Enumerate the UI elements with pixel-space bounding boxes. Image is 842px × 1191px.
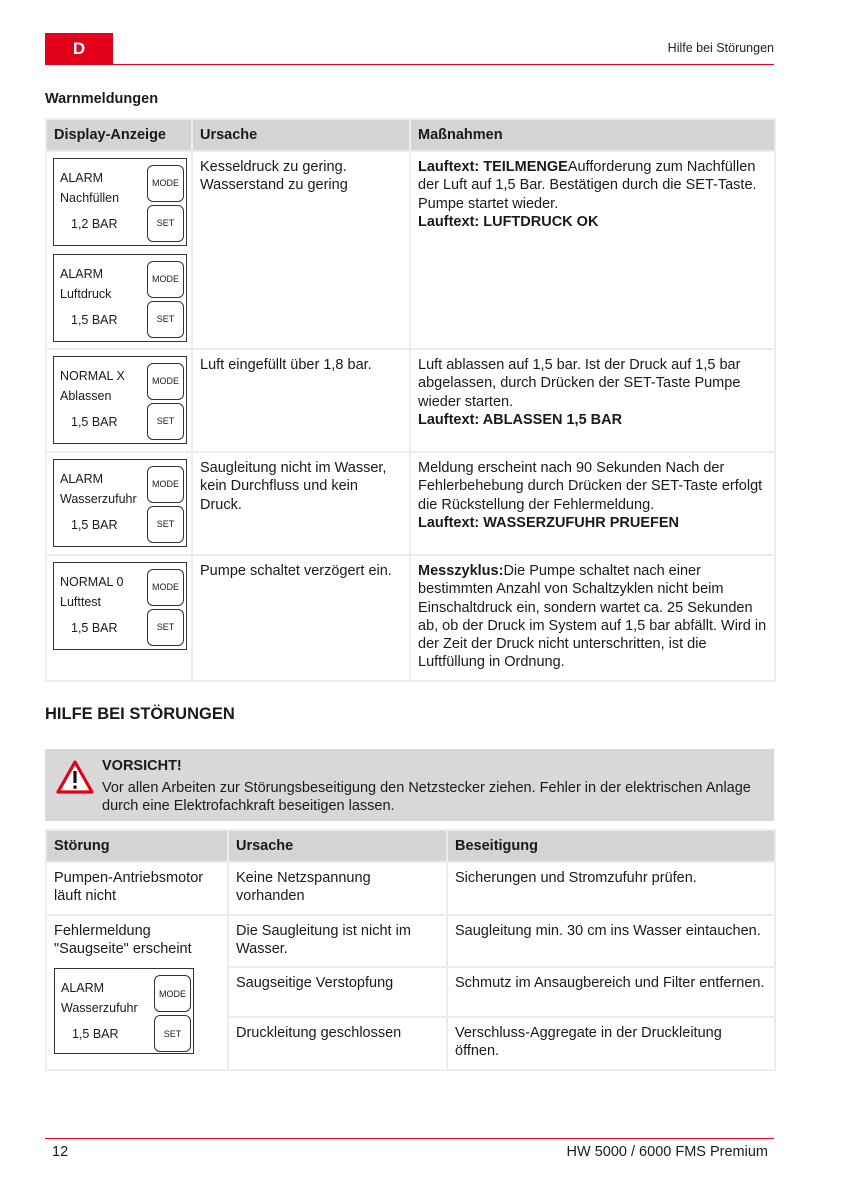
action-bold2: Lauftext: ABLASSEN 1,5 BAR (418, 411, 623, 428)
table-row (46, 862, 775, 915)
table-row (46, 555, 775, 681)
display-value: 1,5 BAR (71, 518, 118, 532)
display-value: 1,5 BAR (71, 621, 118, 635)
display-line2: Wasserzufuhr (60, 492, 137, 506)
language-badge: D (45, 33, 113, 64)
action-bold2: Lauftext: LUFTDRUCK OK (418, 213, 599, 230)
col-cause: Ursache (192, 119, 410, 151)
display-line1: ALARM (60, 472, 104, 486)
troubleshooting-table (45, 829, 776, 1071)
fix-cell: Schmutz im Ansaugbereich und Filter entfernen. (447, 967, 775, 1017)
cause-cell: Keine Netzspannung vorhanden (228, 862, 447, 915)
footer-rule (45, 1138, 774, 1139)
mode-button: MODE (154, 975, 191, 1012)
mode-button: MODE (147, 261, 184, 298)
display-line2: Ablassen (60, 389, 112, 403)
footer-title: HW 5000 / 6000 FMS Premium (566, 1144, 768, 1160)
display-line1: NORMAL X (60, 369, 125, 383)
cause-cell: Druckleitung geschlossen (228, 1017, 447, 1070)
lcd-display (53, 356, 187, 444)
table-header-row (46, 830, 775, 862)
set-button: SET (147, 205, 184, 242)
action-text: Meldung erscheint nach 90 Sekunden Nach der Fehlerbehebung durch Drücken der SET-Taste erfolgt die Rückstellung der Fehlermeldung. (418, 460, 763, 513)
fault-cell (46, 915, 228, 1070)
action-cell (410, 555, 775, 681)
fix-cell: Sicherungen und Stromzufuhr prüfen. (447, 862, 775, 915)
header-title: Hilfe bei Störungen (667, 41, 774, 55)
lcd-display (53, 562, 187, 650)
action-bold: Lauftext: TEILMENGE (418, 159, 568, 175)
set-button: SET (147, 403, 184, 440)
lcd-display (54, 968, 194, 1054)
set-button: SET (154, 1015, 191, 1052)
lcd-display (53, 459, 187, 547)
help-heading: HILFE BEI STÖRUNGEN (45, 705, 235, 723)
mode-button: MODE (147, 466, 184, 503)
display-cell (46, 452, 192, 555)
action-text: Luft ablassen auf 1,5 bar. Ist der Druck auf 1,5 bar abgelassen, durch Drücken der SET-Taste Pumpe wieder starten. (418, 357, 741, 410)
cause-cell: Saugleitung nicht im Wasser, kein Durchfluss und kein Druck. (192, 452, 410, 555)
caution-title: VORSICHT! (102, 758, 182, 774)
lcd-display (53, 254, 187, 342)
display-line2: Wasserzufuhr (61, 1001, 138, 1016)
set-button: SET (147, 506, 184, 543)
display-line1: ALARM (60, 267, 104, 281)
header-rule (45, 64, 774, 65)
action-cell (410, 151, 775, 349)
cause-cell: Saugseitige Verstopfung (228, 967, 447, 1017)
set-button: SET (147, 301, 184, 338)
display-value: 1,5 BAR (71, 313, 118, 327)
action-bold: Messzyklus: (418, 563, 504, 579)
action-bold2: Lauftext: WASSERZUFUHR PRUEFEN (418, 514, 680, 531)
action-text: Aufforderung zum Nachfüllen der Luft auf 1,5 Bar. Bestätigen durch die SET-Taste. Pumpe startet wieder. (418, 159, 757, 212)
col-cause: Ursache (228, 830, 447, 862)
col-fault: Störung (46, 830, 228, 862)
caution-text: Vor allen Arbeiten zur Störungsbeseitigung den Netzstecker ziehen. Fehler in der elektrischen Anlage durch eine Elektrofachkraft beseitigen lassen. (102, 780, 751, 814)
col-display: Display-Anzeige (46, 119, 192, 151)
display-line2: Lufttest (60, 595, 101, 609)
display-cell (46, 151, 192, 349)
set-button: SET (147, 609, 184, 646)
caution-box (45, 749, 774, 821)
page-number: 12 (52, 1144, 69, 1160)
display-value: 1,5 BAR (71, 415, 118, 429)
table-header-row (46, 119, 775, 151)
display-value: 1,2 BAR (71, 217, 118, 231)
cause-cell: Die Saugleitung ist nicht im Wasser. (228, 915, 447, 968)
col-fix: Beseitigung (447, 830, 775, 862)
table-row (46, 452, 775, 555)
table-row (46, 151, 775, 349)
action-cell (410, 349, 775, 452)
warnings-heading: Warnmeldungen (45, 91, 159, 107)
action-text: Die Pumpe schaltet nach einer bestimmten Anzahl von Schaltzyklen nicht beim Einschaltdruck ein, sondern wartet ca. 25 Sekunden ab, ob der Druck im System auf 1,5 bar abfällt. Wird in der Zeit der Druck nicht unterschritten, ist die Luftfüllung in Ordnung. (418, 563, 767, 671)
display-line1: NORMAL 0 (60, 575, 124, 589)
mode-button: MODE (147, 569, 184, 606)
col-actions: Maßnahmen (410, 119, 775, 151)
display-cell (46, 349, 192, 452)
display-line1: ALARM (60, 171, 104, 185)
display-cell (46, 555, 192, 681)
lcd-display (53, 158, 187, 246)
display-line2: Nachfüllen (60, 191, 120, 205)
display-line2: Luftdruck (60, 287, 112, 301)
display-value: 1,5 BAR (72, 1027, 119, 1042)
cause-cell: Kesseldruck zu gering. Wasserstand zu gering (192, 151, 410, 349)
fault-text: Fehlermeldung "Saugseite" erscheint (54, 922, 192, 957)
mode-button: MODE (147, 363, 184, 400)
fix-cell: Verschluss-Aggregate in der Druckleitung öffnen. (447, 1017, 775, 1070)
cause-cell: Luft eingefüllt über 1,8 bar. (192, 349, 410, 452)
warnings-table (45, 118, 776, 682)
warning-triangle-icon (56, 760, 94, 794)
action-cell (410, 452, 775, 555)
mode-button: MODE (147, 165, 184, 202)
display-line1: ALARM (61, 981, 105, 996)
table-row (46, 349, 775, 452)
fix-cell: Saugleitung min. 30 cm ins Wasser eintauchen. (447, 915, 775, 968)
table-row (46, 915, 775, 968)
fault-cell: Pumpen-Antriebsmotor läuft nicht (46, 862, 228, 915)
cause-cell: Pumpe schaltet verzögert ein. (192, 555, 410, 681)
